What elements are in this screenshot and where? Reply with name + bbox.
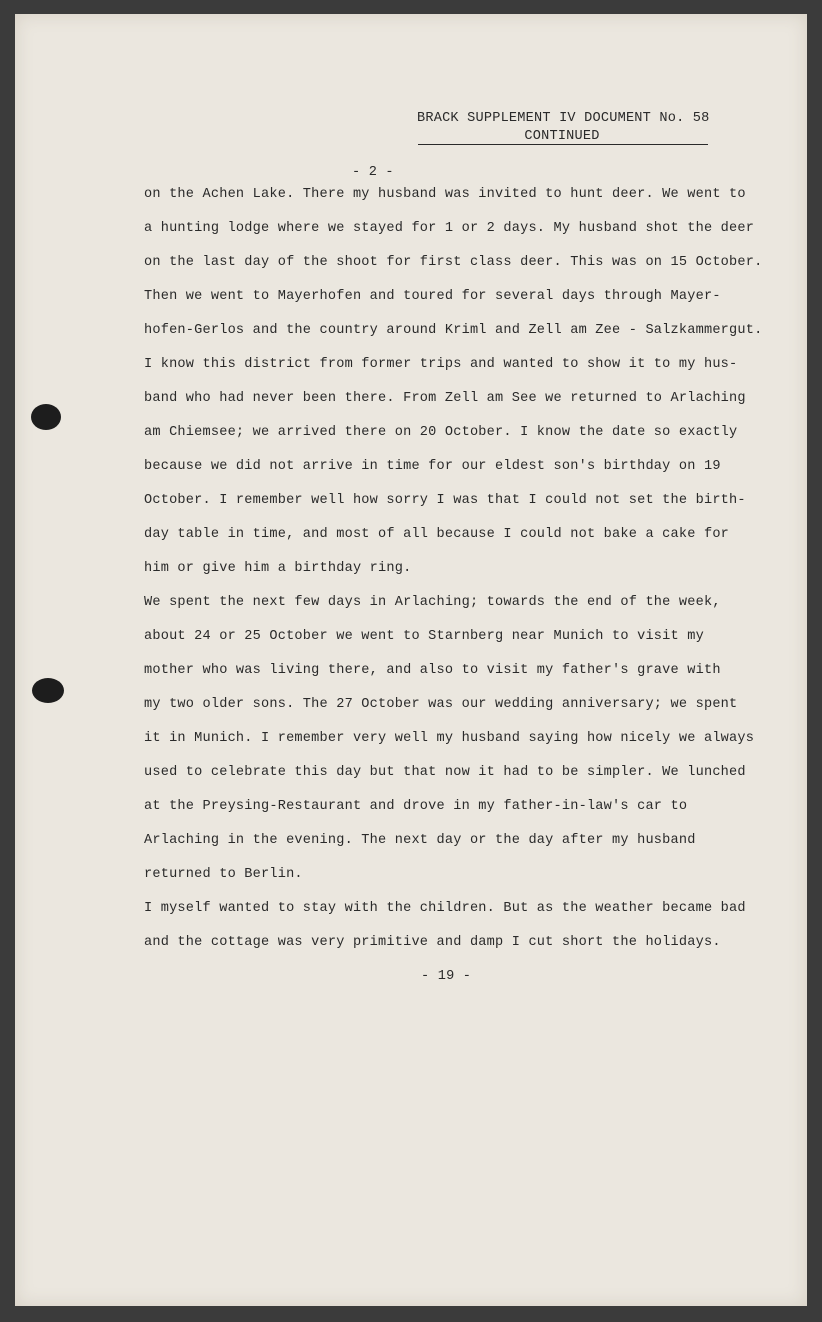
body-line: returned to Berlin. <box>144 867 303 882</box>
body-line: a hunting lodge where we stayed for 1 or 2 days. My husband shot the deer <box>144 221 755 236</box>
body-line: on the last day of the shoot for first class deer. This was on 15 October. <box>144 255 763 270</box>
body-line: I myself wanted to stay with the children. But as the weather became bad <box>144 901 746 916</box>
page-number-top: - 2 - <box>352 165 394 180</box>
body-line: mother who was living there, and also to visit my father's grave with <box>144 663 721 678</box>
body-line: We spent the next few days in Arlaching; towards the end of the week, <box>144 595 721 610</box>
body-line: on the Achen Lake. There my husband was invited to hunt deer. We went to <box>144 187 746 202</box>
body-line: hofen-Gerlos and the country around Kriml and Zell am Zee - Salzkammergut. <box>144 323 763 338</box>
body-line: him or give him a birthday ring. <box>144 561 412 576</box>
punch-hole-upper <box>31 404 61 430</box>
document-header-title: BRACK SUPPLEMENT IV DOCUMENT No. 58 <box>417 111 710 126</box>
body-line: am Chiemsee; we arrived there on 20 October. I know the date so exactly <box>144 425 738 440</box>
body-line: and the cottage was very primitive and damp I cut short the holidays. <box>144 935 721 950</box>
body-line: it in Munich. I remember very well my husband saying how nicely we always <box>144 731 755 746</box>
body-line: about 24 or 25 October we went to Starnberg near Munich to visit my <box>144 629 704 644</box>
body-line: band who had never been there. From Zell am See we returned to Arlaching <box>144 391 746 406</box>
body-line: used to celebrate this day but that now it had to be simpler. We lunched <box>144 765 746 780</box>
body-line: Arlaching in the evening. The next day or the day after my husband <box>144 833 696 848</box>
body-line: Then we went to Mayerhofen and toured for several days through Mayer- <box>144 289 721 304</box>
body-line: October. I remember well how sorry I was that I could not set the birth- <box>144 493 746 508</box>
body-line: day table in time, and most of all because I could not bake a cake for <box>144 527 730 542</box>
page-number-bottom: - 19 - <box>421 969 472 984</box>
punch-hole-lower <box>32 678 64 703</box>
body-line: at the Preysing-Restaurant and drove in my father-in-law's car to <box>144 799 688 814</box>
body-line: because we did not arrive in time for our eldest son's birthday on 19 <box>144 459 721 474</box>
header-underline <box>418 144 708 145</box>
document-page <box>15 14 807 1306</box>
body-line: I know this district from former trips and wanted to show it to my hus- <box>144 357 738 372</box>
document-header-continued: CONTINUED <box>524 129 600 144</box>
body-line: my two older sons. The 27 October was our wedding anniversary; we spent <box>144 697 738 712</box>
